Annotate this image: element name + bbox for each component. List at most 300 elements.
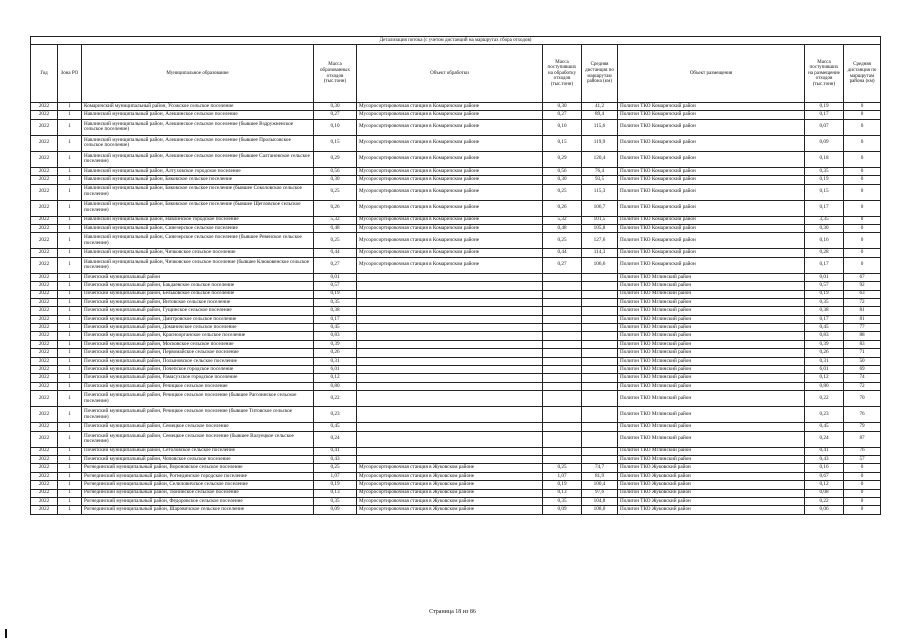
cell-zone: 1 [58, 119, 82, 135]
cell-disposal-facility: Полигон ТКО Мглинский район [618, 315, 805, 323]
cell-distance-processing: 115,6 [582, 119, 618, 135]
cell-mass-generated: 0,30 [314, 176, 357, 184]
table-row [31, 298, 881, 306]
cell-disposal-facility: Полигон ТКО Мглинский район [618, 324, 805, 332]
cell-mass-processed [543, 332, 582, 340]
cell-distance-disposal: 0 [844, 497, 881, 505]
table-row [31, 340, 881, 348]
cell-mass-disposed: 0,07 [805, 119, 844, 135]
cell-processing-facility: Мусоросортировочная станция в Комаричском районе [357, 184, 543, 200]
cell-disposal-facility: Полигон ТКО Мглинский район [618, 298, 805, 306]
cell-municipality: Почепский муниципальный район, Витовское сельское поселение [82, 298, 314, 306]
cell-mass-generated: 0,25 [314, 184, 357, 200]
cell-year: 2022 [31, 447, 58, 455]
cell-municipality: Навлинский муниципальный район, Бяковское сельское поселение (бывшее Щегловское сельское поселение) [82, 200, 314, 216]
cell-municipality: Почепский муниципальный район, Чоповское сельское поселение [82, 455, 314, 463]
cell-year: 2022 [31, 233, 58, 249]
cell-mass-generated: 0,26 [314, 349, 357, 357]
cell-mass-generated: 0,17 [314, 315, 357, 323]
table-row [31, 332, 881, 340]
cell-distance-processing: 93,5 [582, 176, 618, 184]
cell-municipality: Почепский муниципальный район, Московское сельское поселение [82, 340, 314, 348]
cell-mass-generated: 0,39 [314, 340, 357, 348]
cell-distance-processing: 81,9 [582, 472, 618, 480]
cell-mass-processed [543, 447, 582, 455]
cell-year: 2022 [31, 497, 58, 505]
cell-mass-processed: 0,35 [543, 497, 582, 505]
table-row [31, 307, 881, 315]
table-row [31, 151, 881, 167]
cell-disposal-facility: Полигон ТКО Комаричский район [618, 135, 805, 151]
cell-distance-disposal: 0 [844, 472, 881, 480]
cell-municipality: Почепский муниципальный район, Первомайское сельское поселение [82, 349, 314, 357]
cell-mass-disposed: 0,15 [805, 184, 844, 200]
cell-year: 2022 [31, 423, 58, 431]
cell-disposal-facility: Полигон ТКО Комаричский район [618, 224, 805, 232]
col-zone: Зона РО [58, 45, 82, 103]
cell-year: 2022 [31, 216, 58, 224]
table-row [31, 176, 881, 184]
cell-processing-facility: Мусоросортировочная станция в Комаричском районе [357, 111, 543, 119]
page-number: Страница 18 из 86 [429, 609, 476, 615]
cell-mass-processed: 0,25 [543, 184, 582, 200]
cell-mass-disposed: 0,01 [805, 273, 844, 281]
cell-mass-disposed: 0,19 [805, 103, 844, 111]
cell-disposal-facility: Полигон ТКО Мглинский район [618, 290, 805, 298]
cell-processing-facility [357, 332, 543, 340]
cell-mass-processed [543, 366, 582, 374]
table-row [31, 391, 881, 407]
cell-processing-facility [357, 447, 543, 455]
cell-year: 2022 [31, 151, 58, 167]
cell-mass-disposed: 0,28 [805, 249, 844, 257]
cell-municipality: Почепский муниципальный район, Почепское городское поселение [82, 366, 314, 374]
cell-mass-disposed: 0,31 [805, 357, 844, 365]
cell-distance-processing [582, 307, 618, 315]
cell-year: 2022 [31, 391, 58, 407]
cell-year: 2022 [31, 111, 58, 119]
cell-disposal-facility: Полигон ТКО Жуковский район [618, 489, 805, 497]
cell-processing-facility: Мусоросортировочная станция в Комаричском районе [357, 176, 543, 184]
cell-distance-processing [582, 282, 618, 290]
cell-processing-facility [357, 423, 543, 431]
cell-zone: 1 [58, 391, 82, 407]
cell-zone: 1 [58, 497, 82, 505]
table-row [31, 366, 881, 374]
col-mass-processed: Масса поступивших на обработку отходов (тыс.тонн) [543, 45, 582, 103]
cell-year: 2022 [31, 382, 58, 390]
cell-disposal-facility: Полигон ТКО Мглинский район [618, 455, 805, 463]
cell-mass-processed [543, 431, 582, 447]
cell-mass-disposed: 0,16 [805, 464, 844, 472]
cell-municipality: Навлинский муниципальный район, Алешинское сельское поселение (бывшее Пролысовское сельское поселение) [82, 135, 314, 151]
cell-mass-disposed: 0,43 [805, 455, 844, 463]
table-row [31, 382, 881, 390]
cell-mass-generated: 0,15 [314, 135, 357, 151]
cell-municipality: Навлинский муниципальный район, Навлинское городское поселение [82, 216, 314, 224]
cell-distance-processing [582, 382, 618, 390]
cell-mass-generated: 0,19 [314, 481, 357, 489]
cell-zone: 1 [58, 340, 82, 348]
cell-municipality: Почепский муниципальный район [82, 273, 314, 281]
cell-disposal-facility: Полигон ТКО Мглинский район [618, 357, 805, 365]
cell-mass-processed: 0,44 [543, 249, 582, 257]
cell-year: 2022 [31, 455, 58, 463]
cell-year: 2022 [31, 103, 58, 111]
cell-zone: 1 [58, 103, 82, 111]
cell-processing-facility [357, 349, 543, 357]
cell-zone: 1 [58, 224, 82, 232]
cell-municipality: Почепский муниципальный район, Семецкое сельское поселение [82, 423, 314, 431]
cell-distance-processing [582, 332, 618, 340]
cell-mass-disposed: 0,83 [805, 332, 844, 340]
cell-processing-facility: Мусоросортировочная станция в Комаричском районе [357, 119, 543, 135]
col-year: Год [31, 45, 58, 103]
cell-mass-processed [543, 423, 582, 431]
cell-distance-disposal: 0 [844, 224, 881, 232]
cell-municipality: Рогнединский муниципальный район, Тюнинское сельское поселение [82, 489, 314, 497]
cell-disposal-facility: Полигон ТКО Мглинский район [618, 349, 805, 357]
cell-distance-processing [582, 407, 618, 423]
cell-zone: 1 [58, 257, 82, 273]
cell-distance-processing [582, 357, 618, 365]
cell-processing-facility [357, 382, 543, 390]
header-row [31, 45, 881, 103]
cell-distance-processing [582, 290, 618, 298]
cell-mass-generated: 5,32 [314, 216, 357, 224]
cell-municipality: Почепский муниципальный район, Бакдаевское сельское поселение [82, 282, 314, 290]
cell-zone: 1 [58, 366, 82, 374]
cell-municipality: Почепский муниципальный район, Речицкое сельское поселение [82, 382, 314, 390]
table-row [31, 472, 881, 480]
cell-mass-generated: 0,26 [314, 200, 357, 216]
cell-year: 2022 [31, 135, 58, 151]
table-caption: Детализация потока (с учетом дистанций на маршрутах сбора отходов) [31, 37, 881, 45]
cell-zone: 1 [58, 349, 82, 357]
cell-distance-processing [582, 431, 618, 447]
cell-processing-facility [357, 298, 543, 306]
cell-distance-disposal: 0 [844, 176, 881, 184]
cell-municipality: Почепский муниципальный район, Речицкое сельское поселение (бывшее Титовское сельское поселение) [82, 407, 314, 423]
cell-processing-facility: Мусоросортировочная станция в Комаричском районе [357, 151, 543, 167]
cell-processing-facility [357, 307, 543, 315]
cell-disposal-facility: Полигон ТКО Комаричский район [618, 167, 805, 175]
cell-mass-disposed: 0,12 [805, 374, 844, 382]
cell-municipality: Рогнединский муниципальный район, Вороновское сельское поселение [82, 464, 314, 472]
cell-processing-facility [357, 407, 543, 423]
cell-mass-generated: 0,23 [314, 407, 357, 423]
cell-distance-processing: 108,0 [582, 506, 618, 514]
cell-mass-generated: 0,35 [314, 497, 357, 505]
cell-distance-disposal: 87 [844, 431, 881, 447]
report-sheet [30, 36, 880, 515]
cell-municipality: Почепский муниципальный район, Красноорганское сельское поселение [82, 332, 314, 340]
cell-zone: 1 [58, 298, 82, 306]
cell-disposal-facility: Полигон ТКО Комаричский район [618, 151, 805, 167]
cell-year: 2022 [31, 200, 58, 216]
cell-zone: 1 [58, 374, 82, 382]
cell-mass-generated: 0,44 [314, 249, 357, 257]
col-disposal-facility: Объект размещения [618, 45, 805, 103]
cell-mass-processed [543, 307, 582, 315]
cell-zone: 1 [58, 184, 82, 200]
cell-disposal-facility: Полигон ТКО Комаричский район [618, 103, 805, 111]
table-row [31, 233, 881, 249]
cell-year: 2022 [31, 489, 58, 497]
cell-zone: 1 [58, 447, 82, 455]
cell-distance-disposal: 0 [844, 233, 881, 249]
cell-municipality: Навлинский муниципальный район, Чичковское сельское поселение (бывшее Клюковенское сельское поселение) [82, 257, 314, 273]
cell-year: 2022 [31, 340, 58, 348]
cell-distance-processing: 104,8 [582, 497, 618, 505]
cell-distance-processing: 106,7 [582, 200, 618, 216]
cell-zone: 1 [58, 489, 82, 497]
table-row [31, 167, 881, 175]
cell-distance-disposal: 0 [844, 151, 881, 167]
cell-mass-generated: 0,24 [314, 431, 357, 447]
cell-distance-disposal: 81 [844, 315, 881, 323]
cell-mass-disposed: 6,01 [805, 366, 844, 374]
cell-distance-disposal: 0 [844, 249, 881, 257]
cell-distance-disposal: 0 [844, 167, 881, 175]
cell-distance-disposal: 83 [844, 340, 881, 348]
cell-processing-facility: Мусоросортировочная станция в Жуковском районе [357, 497, 543, 505]
cell-mass-generated: 0,01 [314, 273, 357, 281]
cell-year: 2022 [31, 357, 58, 365]
cell-mass-processed: 0,30 [543, 176, 582, 184]
cell-distance-disposal: 76 [844, 407, 881, 423]
cell-processing-facility [357, 366, 543, 374]
cell-year: 2022 [31, 290, 58, 298]
table-row [31, 290, 881, 298]
cell-processing-facility: Мусоросортировочная станция в Жуковском районе [357, 464, 543, 472]
cell-processing-facility: Мусоросортировочная станция в Комаричском районе [357, 224, 543, 232]
cell-year: 2022 [31, 366, 58, 374]
cell-distance-processing [582, 315, 618, 323]
cell-year: 2022 [31, 249, 58, 257]
table-row [31, 374, 881, 382]
cell-municipality: Навлинский муниципальный район, Алешинское сельское поселение [82, 111, 314, 119]
cell-year: 2022 [31, 119, 58, 135]
cell-zone: 1 [58, 506, 82, 514]
cell-zone: 1 [58, 382, 82, 390]
cell-mass-processed: 0,26 [543, 200, 582, 216]
cell-mass-processed: 0,27 [543, 111, 582, 119]
cell-disposal-facility: Полигон ТКО Мглинский район [618, 340, 805, 348]
cell-mass-disposed: 0,19 [805, 176, 844, 184]
cell-processing-facility: Мусоросортировочная станция в Жуковском районе [357, 489, 543, 497]
cell-mass-generated: 0,80 [314, 382, 357, 390]
cell-distance-processing [582, 447, 618, 455]
cell-distance-disposal: 50 [844, 357, 881, 365]
cell-zone: 1 [58, 135, 82, 151]
cell-mass-generated: 0,29 [314, 151, 357, 167]
table-row [31, 423, 881, 431]
col-processing-facility: Объект обработки [357, 45, 543, 103]
cell-mass-disposed: 0,80 [805, 382, 844, 390]
cell-mass-disposed: 0,06 [805, 506, 844, 514]
cell-mass-generated: 0,56 [314, 167, 357, 175]
cell-distance-disposal: 0 [844, 506, 881, 514]
col-mass-generated: Масса образованных отходов (тыс.тонн) [314, 45, 357, 103]
cell-mass-processed [543, 349, 582, 357]
cell-disposal-facility: Полигон ТКО Мглинский район [618, 407, 805, 423]
cell-disposal-facility: Полигон ТКО Мглинский район [618, 273, 805, 281]
cell-mass-generated: 0,10 [314, 119, 357, 135]
cell-processing-facility [357, 455, 543, 463]
cell-mass-generated: 0,41 [314, 447, 357, 455]
cell-mass-generated: 0,09 [314, 506, 357, 514]
table-row [31, 216, 881, 224]
cell-distance-disposal: 74 [844, 374, 881, 382]
cell-year: 2022 [31, 257, 58, 273]
cell-municipality: Навлинский муниципальный район, Алешинское сельское поселение (бывшее Салтановское сельское поселение) [82, 151, 314, 167]
cell-distance-processing: 97,6 [582, 489, 618, 497]
cell-mass-processed [543, 315, 582, 323]
cell-zone: 1 [58, 167, 82, 175]
cell-zone: 1 [58, 472, 82, 480]
cell-distance-disposal: 92 [844, 282, 881, 290]
cell-distance-disposal: 81 [844, 307, 881, 315]
cell-zone: 1 [58, 307, 82, 315]
cell-municipality: Рогнединский муниципальный район, Федоровское сельское поселение [82, 497, 314, 505]
cell-municipality: Навлинский муниципальный район, Алтуховское городское поселение [82, 167, 314, 175]
cell-distance-disposal: 76 [844, 447, 881, 455]
cell-distance-processing: 41,2 [582, 103, 618, 111]
cell-processing-facility: Мусоросортировочная станция в Комаричском районе [357, 103, 543, 111]
cell-municipality: Почепский муниципальный район, Семецкое сельское поселение (бывшее Валуецкое сельское поселение) [82, 431, 314, 447]
cell-distance-processing: 120,4 [582, 151, 618, 167]
cell-processing-facility: Мусоросортировочная станция в Жуковском районе [357, 481, 543, 489]
cell-mass-disposed: 0,38 [805, 307, 844, 315]
cell-zone: 1 [58, 332, 82, 340]
cell-municipality: Почепский муниципальный район, Полыновское сельское поселение [82, 357, 314, 365]
cell-disposal-facility: Полигон ТКО Мглинский район [618, 382, 805, 390]
cell-mass-disposed: 0,26 [805, 349, 844, 357]
cell-distance-processing [582, 374, 618, 382]
cell-mass-disposed: 0,30 [805, 224, 844, 232]
cell-mass-processed: 0,13 [543, 489, 582, 497]
cell-municipality: Почепский муниципальный район, Гущинское сельское поселение [82, 307, 314, 315]
cell-disposal-facility: Полигон ТКО Жуковский район [618, 472, 805, 480]
cell-disposal-facility: Полигон ТКО Комаричский район [618, 119, 805, 135]
cell-distance-processing [582, 340, 618, 348]
cell-distance-processing: 105,8 [582, 224, 618, 232]
table-row [31, 200, 881, 216]
cell-mass-generated: 0,30 [314, 103, 357, 111]
table-row [31, 447, 881, 455]
cell-distance-disposal: 63 [844, 290, 881, 298]
cell-zone: 1 [58, 273, 82, 281]
cell-disposal-facility: Полигон ТКО Комаричский район [618, 257, 805, 273]
table-row [31, 111, 881, 119]
cell-disposal-facility: Полигон ТКО Комаричский район [618, 233, 805, 249]
cell-mass-processed [543, 324, 582, 332]
cell-distance-disposal: 88 [844, 332, 881, 340]
table-row [31, 273, 881, 281]
cell-year: 2022 [31, 298, 58, 306]
cell-mass-generated: 0,38 [314, 307, 357, 315]
cell-zone: 1 [58, 233, 82, 249]
cell-mass-generated: 0,12 [314, 374, 357, 382]
cell-distance-processing [582, 298, 618, 306]
cell-zone: 1 [58, 357, 82, 365]
cell-processing-facility [357, 431, 543, 447]
cell-mass-disposed: 0,17 [805, 315, 844, 323]
cell-processing-facility [357, 340, 543, 348]
cell-processing-facility: Мусоросортировочная станция в Комаричском районе [357, 233, 543, 249]
cell-mass-processed: 0,56 [543, 167, 582, 175]
cell-distance-disposal: 67 [844, 273, 881, 281]
cell-disposal-facility: Полигон ТКО Мглинский район [618, 282, 805, 290]
cell-processing-facility: Мусоросортировочная станция в Жуковском районе [357, 506, 543, 514]
cell-municipality: Почепский муниципальный район, Дмитровское сельское поселение [82, 315, 314, 323]
cell-mass-disposed: 0,09 [805, 135, 844, 151]
cell-year: 2022 [31, 273, 58, 281]
table-row [31, 481, 881, 489]
cell-distance-processing: 119,9 [582, 135, 618, 151]
cell-zone: 1 [58, 455, 82, 463]
cell-mass-disposed: 0,22 [805, 497, 844, 505]
cell-disposal-facility: Полигон ТКО Мглинский район [618, 374, 805, 382]
cell-year: 2022 [31, 349, 58, 357]
cell-distance-disposal: 0 [844, 216, 881, 224]
edge-mark [5, 629, 7, 638]
cell-distance-processing [582, 324, 618, 332]
cell-disposal-facility: Полигон ТКО Мглинский район [618, 447, 805, 455]
cell-mass-generated: 0,31 [314, 357, 357, 365]
cell-year: 2022 [31, 224, 58, 232]
cell-mass-generated: 0,35 [314, 298, 357, 306]
cell-mass-processed: 0,29 [543, 151, 582, 167]
cell-zone: 1 [58, 431, 82, 447]
cell-year: 2022 [31, 506, 58, 514]
cell-mass-processed [543, 357, 582, 365]
cell-zone: 1 [58, 290, 82, 298]
cell-zone: 1 [58, 324, 82, 332]
cell-mass-processed [543, 374, 582, 382]
table-row [31, 324, 881, 332]
cell-distance-processing [582, 423, 618, 431]
cell-mass-generated: 0,25 [314, 233, 357, 249]
cell-disposal-facility: Полигон ТКО Комаричский район [618, 184, 805, 200]
cell-disposal-facility: Полигон ТКО Комаричский район [618, 176, 805, 184]
col-distance-disposal: Средняя дистанция по маршрутам района (км) [844, 45, 881, 103]
cell-mass-generated: 1,07 [314, 472, 357, 480]
cell-processing-facility: Мусоросортировочная станция в Жуковском районе [357, 472, 543, 480]
table-row [31, 135, 881, 151]
cell-mass-disposed: 0,19 [805, 290, 844, 298]
cell-mass-disposed: 0,16 [805, 233, 844, 249]
table-row [31, 119, 881, 135]
cell-zone: 1 [58, 282, 82, 290]
cell-processing-facility [357, 290, 543, 298]
table-row [31, 497, 881, 505]
cell-zone: 1 [58, 407, 82, 423]
cell-zone: 1 [58, 481, 82, 489]
cell-disposal-facility: Полигон ТКО Мглинский район [618, 332, 805, 340]
cell-mass-disposed: 0,35 [805, 167, 844, 175]
cell-distance-disposal: 72 [844, 298, 881, 306]
cell-mass-processed: 1,07 [543, 472, 582, 480]
cell-mass-processed: 0,15 [543, 135, 582, 151]
cell-mass-processed [543, 290, 582, 298]
table-body [31, 103, 881, 515]
cell-distance-processing [582, 391, 618, 407]
cell-mass-processed [543, 282, 582, 290]
cell-municipality: Навлинский муниципальный район, Синезерское сельское поселение [82, 224, 314, 232]
table-row [31, 184, 881, 200]
